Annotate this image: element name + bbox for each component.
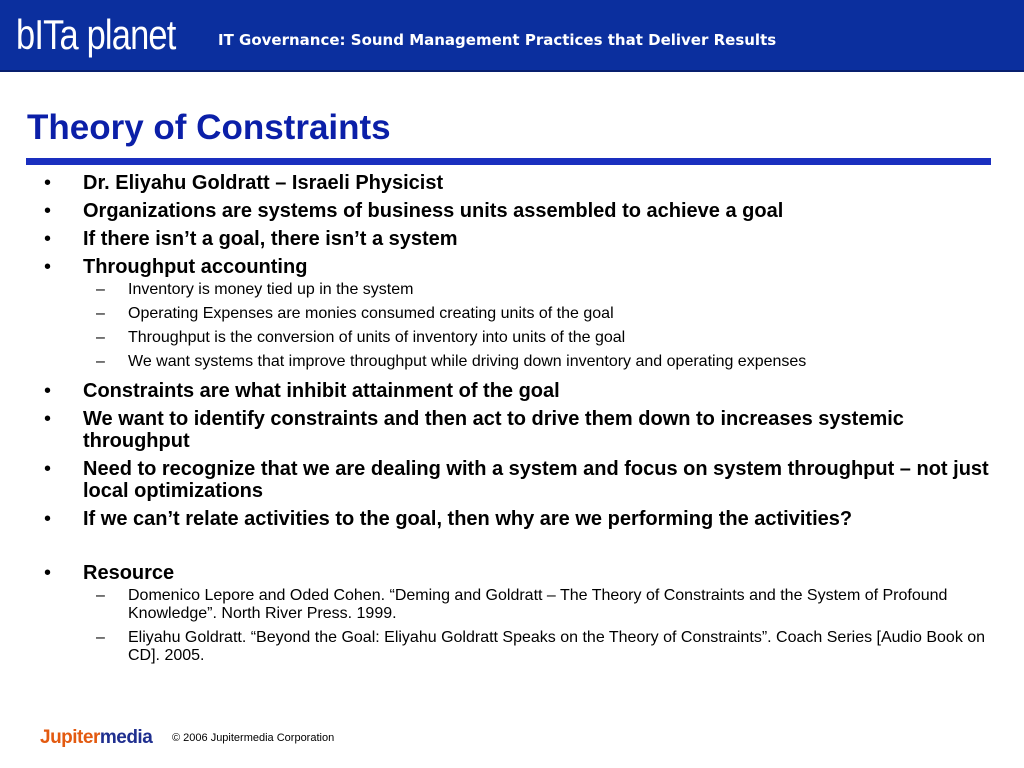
bullet-icon: • [44,256,52,278]
bullet-text: If there isn’t a goal, there isn’t a system [83,228,458,250]
slide-title: Theory of Constraints [27,108,391,147]
title-divider [26,158,991,165]
bullet-icon: • [44,408,52,430]
jupitermedia-logo: Jupitermedia [40,727,153,748]
bita-planet-logo: bITa planet [16,11,176,58]
bullet-text: Throughput accounting [83,256,308,278]
bullet-item [42,380,1012,402]
spacer [42,536,1012,562]
bullet-item [42,228,1012,250]
sub-bullet-item [42,353,1012,371]
bullet-item [42,508,1012,530]
sub-bullet-item [42,329,1012,347]
bullet-text: Need to recognize that we are dealing with a system and focus on system throughput – not just local optimizations [83,458,989,502]
sub-bullet-text: We want systems that improve throughput while driving down inventory and operating expenses [128,353,807,370]
sub-bullet-text: Inventory is money tied up in the system [128,281,414,298]
bullet-icon: • [44,228,52,250]
copyright-text: © 2006 Jupitermedia Corporation [172,732,335,744]
sub-bullet-text: Eliyahu Goldratt. “Beyond the Goal: Eliyahu Goldratt Speaks on the Theory of Constraints”. Coach Series [Audio Book on CD]. 2005. [128,629,986,664]
bullet-icon: • [44,458,52,480]
bullet-icon: • [44,380,52,402]
sub-bullet-text: Domenico Lepore and Oded Cohen. “Deming and Goldratt – The Theory of Constraints and the System of Profound Knowledge”. North River Press. 1999. [128,587,948,622]
bullet-item [42,562,1012,584]
bullet-icon: • [44,200,52,222]
sub-bullet-text: Throughput is the conversion of units of inventory into units of the goal [128,329,626,346]
bullet-list [42,172,1012,671]
dash-icon: – [96,281,105,298]
bullet-icon: • [44,508,52,530]
header-title: IT Governance: Sound Management Practices that Deliver Results [218,31,777,49]
bullet-item [42,256,1012,278]
bullet-item [42,458,1012,502]
sub-bullet-item [42,305,1012,323]
sub-bullet-item [42,281,1012,299]
bullet-icon: • [44,172,52,194]
dash-icon: – [96,587,105,604]
sub-bullet-item [42,629,1012,665]
dash-icon: – [96,329,105,346]
bullet-item [42,200,1012,222]
dash-icon: – [96,305,105,322]
bullet-text: Organizations are systems of business units assembled to achieve a goal [83,200,784,222]
sub-bullet-item [42,587,1012,623]
bullet-text: Dr. Eliyahu Goldratt – Israeli Physicist [83,172,444,194]
bullet-text: We want to identify constraints and then act to drive them down to increases systemic throughput [83,408,904,452]
bullet-icon: • [44,562,52,584]
bullet-text: If we can’t relate activities to the goal, then why are we performing the activities? [83,508,853,530]
bullet-item [42,408,1012,452]
bullet-item [42,172,1012,194]
bullet-text: Constraints are what inhibit attainment of the goal [83,380,560,402]
dash-icon: – [96,353,105,370]
dash-icon: – [96,629,105,646]
sub-bullet-text: Operating Expenses are monies consumed creating units of the goal [128,305,614,322]
header-band [0,0,1024,72]
bullet-text: Resource [83,562,175,584]
